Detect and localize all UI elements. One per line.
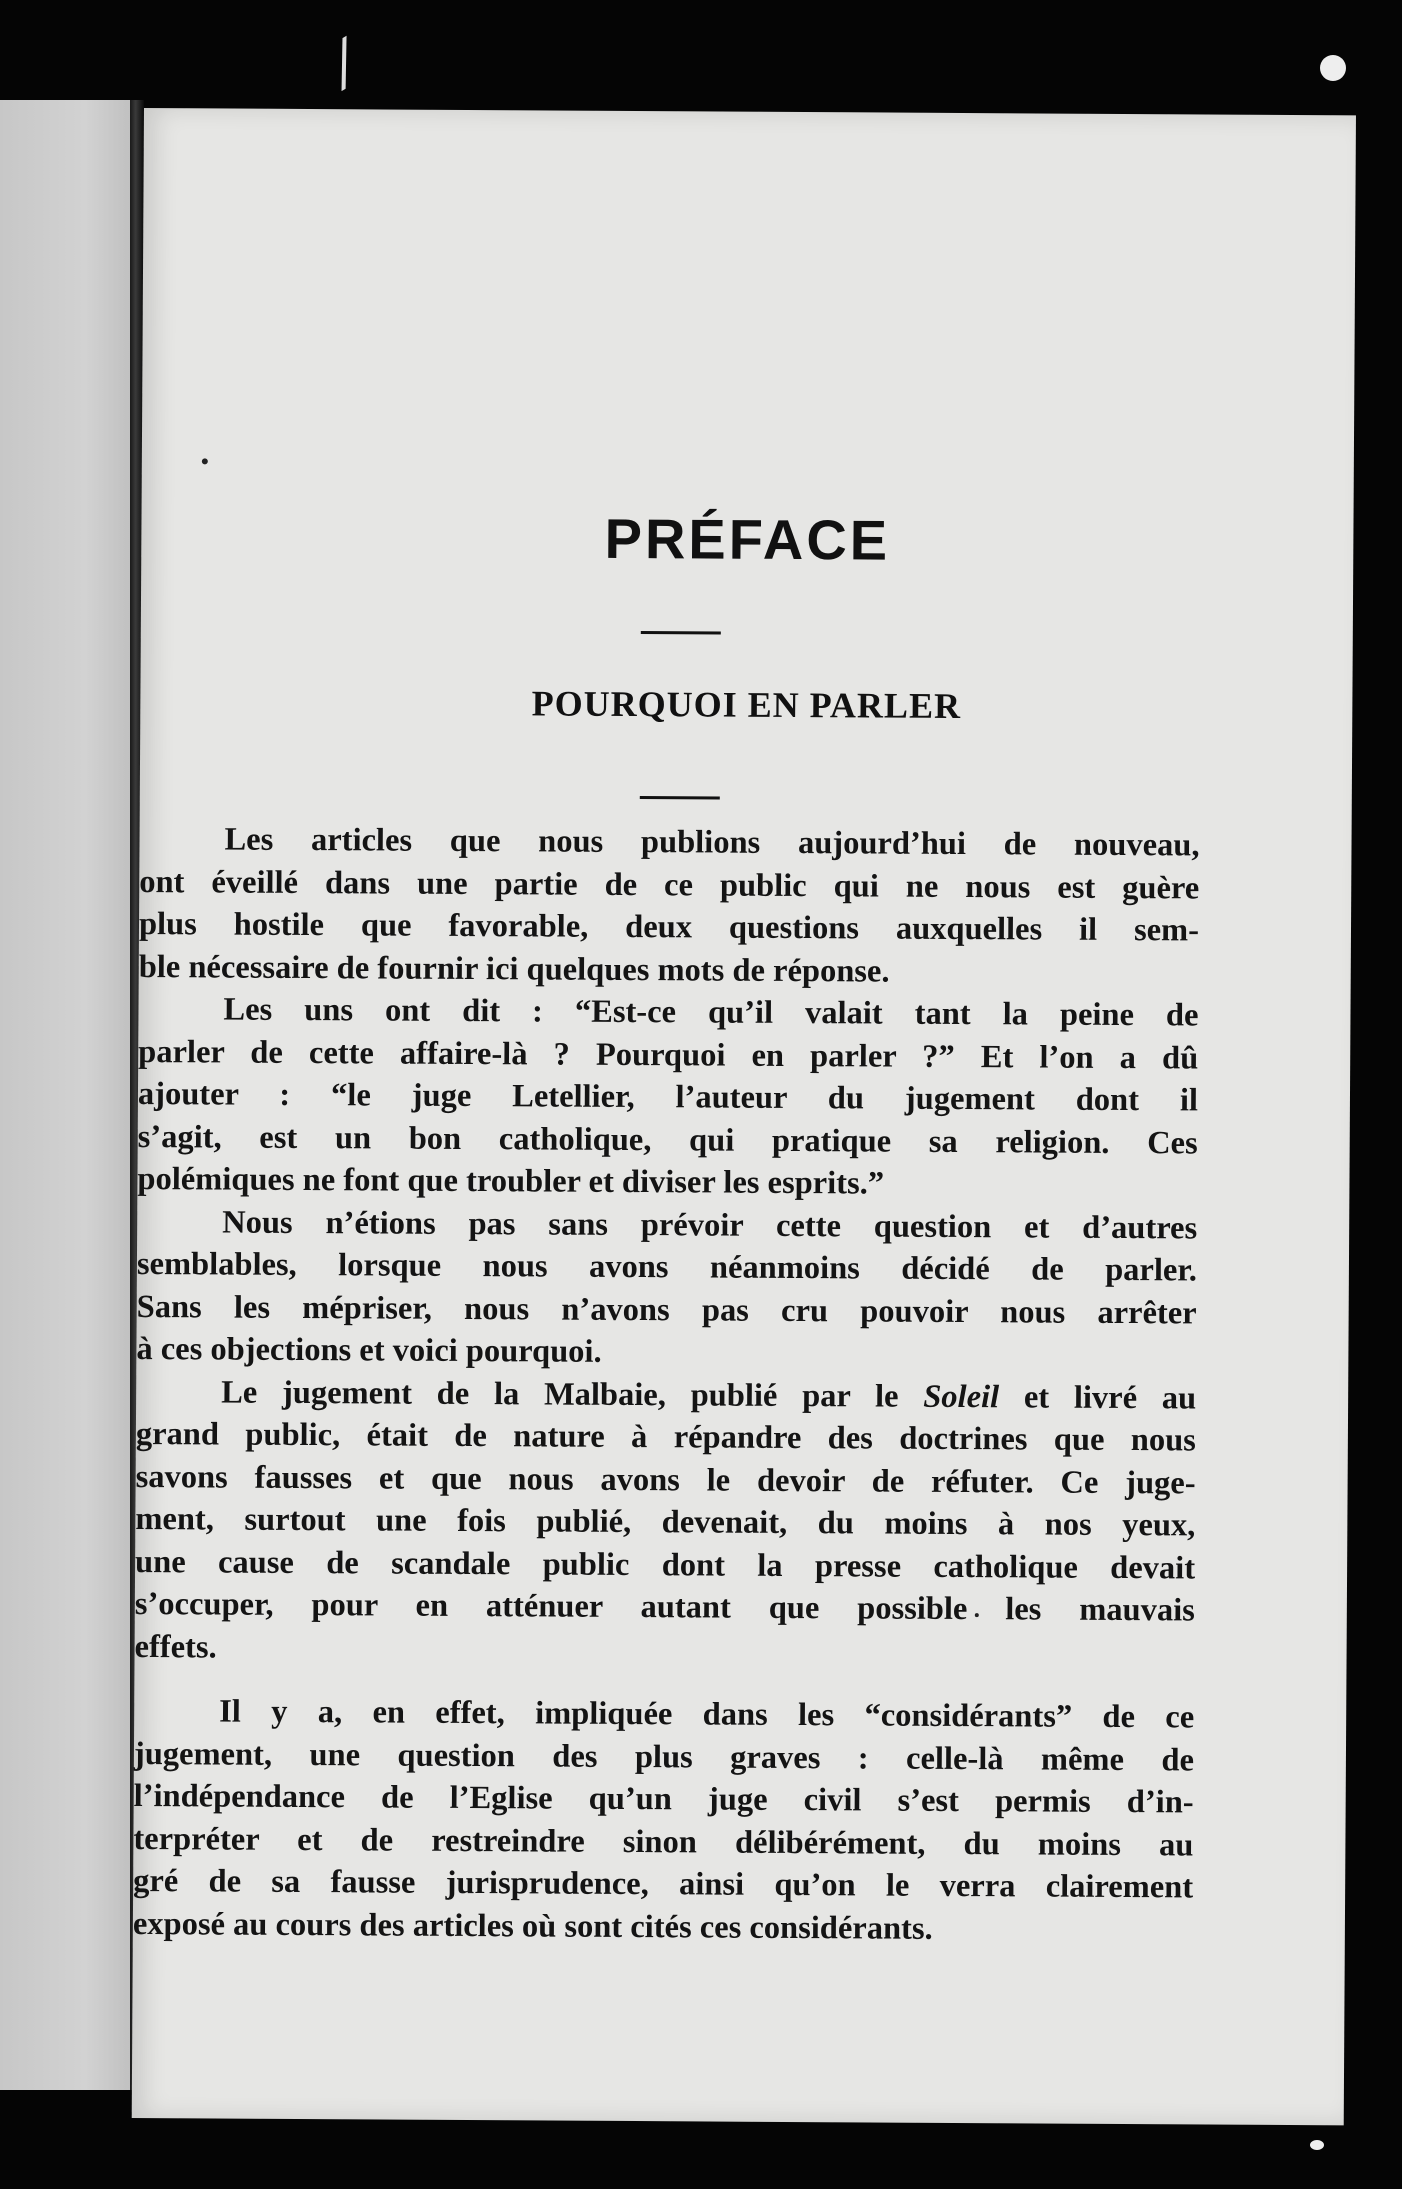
- preface-body: [133, 818, 1200, 1951]
- text-line: ment, surtout une fois publié, devenait, du moins à nos yeux,: [135, 1500, 1196, 1544]
- scan-speck: [1310, 2140, 1324, 2150]
- text-line: ajouter : “le juge Letellier, l’auteur du jugement dont il: [137, 1075, 1199, 1119]
- text-line: ont éveillé dans une partie de ce public qui ne nous est guère: [139, 863, 1200, 906]
- book-page: [132, 108, 1356, 2125]
- text-line: terpréter et de restreindre sinon délibérément, du moins au: [133, 1820, 1194, 1863]
- text-line: semblables, lorsque nous avons néanmoins décidé de parler.: [136, 1245, 1198, 1289]
- text-line: Le jugement de la Malbaie, publié par le Soleil et livré au: [221, 1373, 1197, 1416]
- text-line: Sans les mépriser, nous n’avons pas cru pouvoir nous arrêter: [136, 1288, 1197, 1331]
- text-line: l’indépendance de l’Eglise qu’un juge civil s’est permis d’in-: [133, 1777, 1194, 1821]
- facing-page-edge: [0, 100, 142, 2090]
- text-line: plus hostile que favorable, deux questions auxquelles il sem-: [138, 905, 1200, 949]
- text-line: jugement, une question des plus graves : celle-là même de: [133, 1735, 1195, 1778]
- text-line: une cause de scandale public dont la presse catholique devait: [135, 1543, 1196, 1586]
- page-subtitle: POURQUOI EN PARLER: [531, 683, 962, 727]
- text-line: grand public, était de nature à répandre des doctrines que nous: [135, 1415, 1196, 1459]
- subtitle-rule: [640, 796, 720, 799]
- text-line: Nous n’étions pas sans prévoir cette question et d’autres: [222, 1203, 1198, 1246]
- text-line: savons fausses et que nous avons le devoir de réfuter. Ce juge-: [135, 1458, 1196, 1501]
- text-line: parler de cette affaire-là ? Pourquoi en parler ?” Et l’on a dû: [138, 1033, 1199, 1076]
- text-line: Les uns ont dit : “Est-ce qu’il valait tant la peine de: [223, 991, 1199, 1034]
- text-line: Il y a, en effet, impliquée dans les “considérants” de ce: [219, 1693, 1195, 1736]
- page-title: PRÉFACE: [604, 506, 891, 572]
- text-line: effets.: [134, 1628, 217, 1665]
- text-line: Les articles que nous publions aujourd’hui de nouveau,: [224, 821, 1200, 864]
- text-line: ble nécessaire de fournir ici quelques mots de réponse.: [138, 948, 890, 990]
- text-line: exposé au cours des articles où sont cités ces considérants.: [132, 1905, 933, 1947]
- corner-scan-mark: ⁄: [323, 32, 367, 98]
- ink-speck: [202, 458, 208, 464]
- text-line: gré de sa fausse jurisprudence, ainsi qu’on le verra clairement: [133, 1862, 1194, 1906]
- text-line: polémiques ne font que troubler et diviser les esprits.”: [137, 1160, 885, 1202]
- text-line: s’agit, est un bon catholique, qui pratique sa religion. Ces: [137, 1118, 1198, 1161]
- text-line: s’occuper, pour en atténuer autant que possible les mauvais: [134, 1585, 1195, 1629]
- newspaper-name: Soleil: [923, 1378, 1000, 1415]
- text-line: à ces objections et voici pourquoi.: [136, 1330, 602, 1370]
- title-rule: [641, 631, 721, 634]
- scan-speck: [1320, 55, 1346, 81]
